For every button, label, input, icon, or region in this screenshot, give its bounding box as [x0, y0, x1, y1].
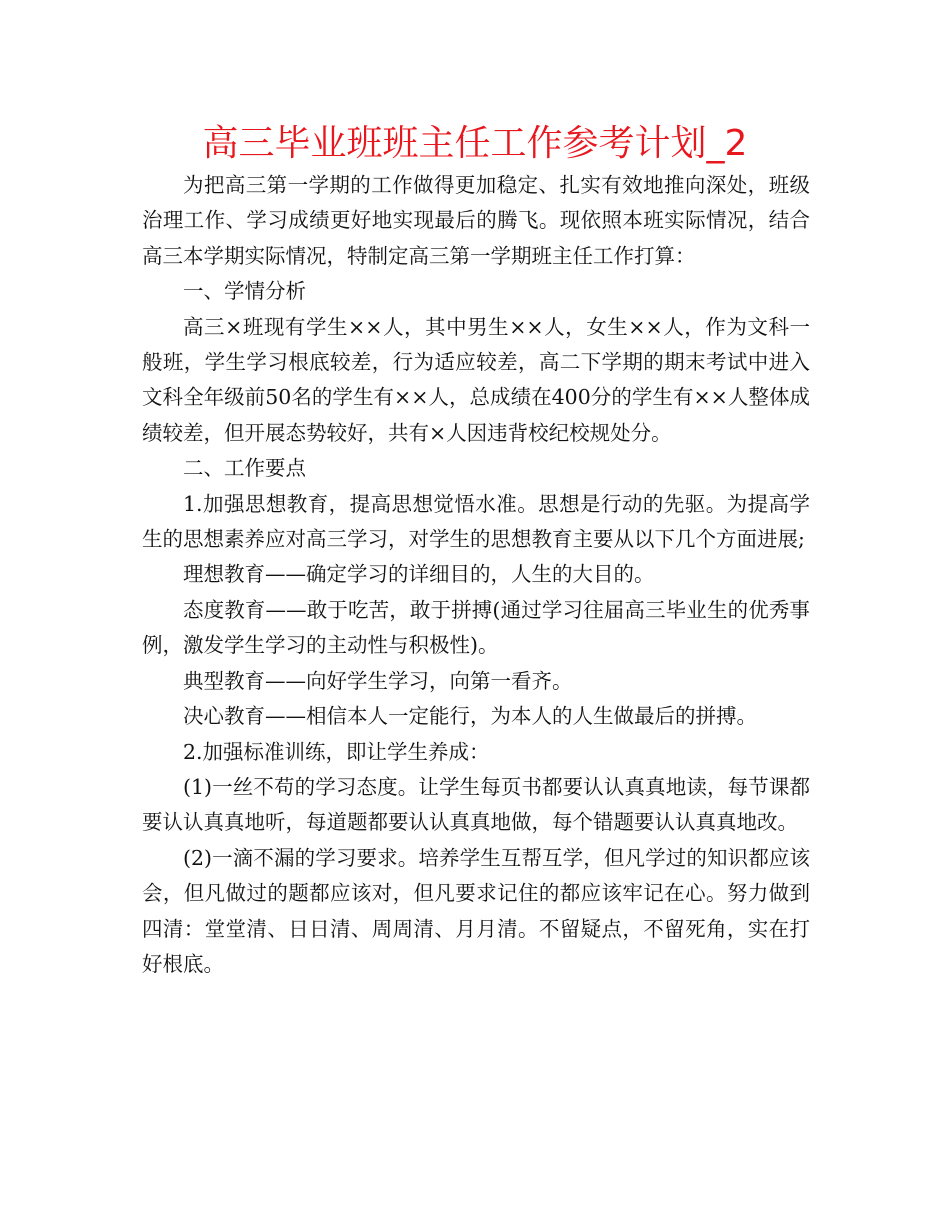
- paragraph-item-1: (1)一丝不苟的学习态度。让学生每页书都要认认真真地读，每节课都要认认真真地听，每道题都要认认真真地做，每个错题要认认真真地改。: [142, 774, 810, 835]
- document-body: [142, 168, 810, 982]
- paragraph-item-2: (2)一滴不漏的学习要求。培养学生互帮互学，但凡学过的知识都应该会，但凡做过的题都应该对，但凡要求记住的都应该牢记在心。努力做到四清：堂堂清、日日清、周周清、月月清。不留疑点，不留死角，实在打好根底。: [142, 845, 810, 976]
- paragraph-ideal-education: 理想教育——确定学习的详细目的，人生的大目的。: [183, 562, 655, 587]
- section-heading-analysis: 一、学情分析: [183, 279, 306, 304]
- paragraph-model-education: 典型教育——向好学生学习，向第一看齐。: [183, 668, 573, 693]
- document-title: 高三毕业班班主任工作参考计划_2: [202, 123, 748, 164]
- paragraph-attitude-education: 态度教育——敢于吃苦，敢于拼搏(通过学习往届高三毕业生的优秀事例，激发学生学习的主动性与积极性)。: [142, 597, 810, 658]
- paragraph-analysis: 高三×班现有学生××人，其中男生××人，女生××人，作为文科一般班，学生学习根底较差，行为适应较差，高二下学期的期末考试中进入文科全年级前50名的学生有××人，总成绩在400分的学生有××人整体成绩较差，但开展态势较好，共有×人因违背校纪校规处分。: [142, 314, 810, 445]
- section-heading-key-points: 二、工作要点: [183, 456, 306, 481]
- paragraph-intro: 为把高三第一学期的工作做得更加稳定、扎实有效地推向深处，班级治理工作、学习成绩更好地实现最后的腾飞。现依照本班实际情况，结合高三本学期实际情况，特制定高三第一学期班主任工作打算：: [142, 173, 810, 268]
- paragraph-point-1: 1.加强思想教育，提高思想觉悟水准。思想是行动的先驱。为提高学生的思想素养应对高三学习，对学生的思想教育主要从以下几个方面进展;: [142, 491, 810, 552]
- paragraph-point-2: 2.加强标准训练，即让学生养成：: [183, 739, 490, 764]
- paragraph-resolve-education: 决心教育——相信本人一定能行，为本人的人生做最后的拼搏。: [183, 704, 757, 729]
